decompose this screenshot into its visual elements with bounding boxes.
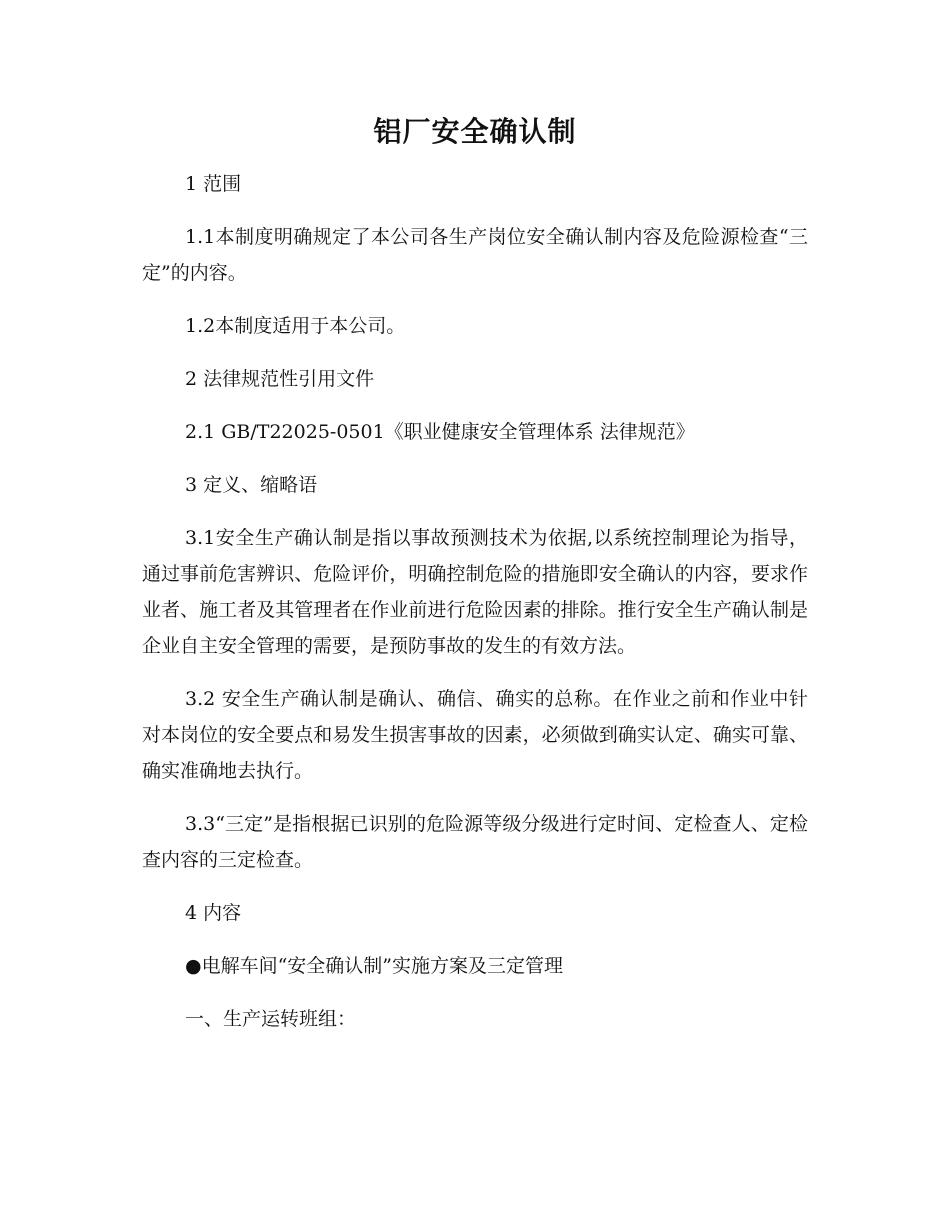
paragraph-3-3: 3.3“三定”是指根据已识别的危险源等级分级进行定时间、定检查人、定检查内容的三定检查。	[142, 813, 808, 871]
document-body	[142, 166, 808, 1054]
paragraph-1-2: 1.2本制度适用于本公司。	[185, 315, 406, 337]
section-heading-content: 4 内容	[185, 902, 242, 924]
section-heading-scope: 1 范围	[185, 173, 242, 195]
paragraph-3-1: 3.1安全生产确认制是指以事故预测技术为依据,以系统控制理论为指导，通过事前危害辨识、危险评价，明确控制危险的措施即安全确认的内容，要求作业者、施工者及其管理者在作业前进行危险因素的排除。推行安全生产确认制是企业自主安全管理的需要，是预防事故的发生的有效方法。	[142, 527, 808, 657]
section-heading-references: 2 法律规范性引用文件	[185, 368, 375, 390]
document-title: 铝厂安全确认制	[373, 115, 577, 148]
bullet-item-plan: ●电解车间“安全确认制”实施方案及三定管理	[185, 955, 564, 977]
paragraph-3-2: 3.2 安全生产确认制是确认、确信、确实的总称。在作业之前和作业中针对本岗位的安全要点和易发生损害事故的因素，必须做到确实认定、确实可靠、确实准确地去执行。	[142, 688, 808, 782]
paragraph-1-1: 1.1本制度明确规定了本公司各生产岗位安全确认制内容及危险源检查“三定”的内容。	[142, 226, 808, 284]
paragraph-2-1: 2.1 GB/T22025-0501《职业健康安全管理体系 法律规范》	[185, 421, 695, 443]
subsection-heading-production: 一、生产运转班组：	[185, 1008, 357, 1030]
section-heading-definitions: 3 定义、缩略语	[185, 474, 318, 496]
